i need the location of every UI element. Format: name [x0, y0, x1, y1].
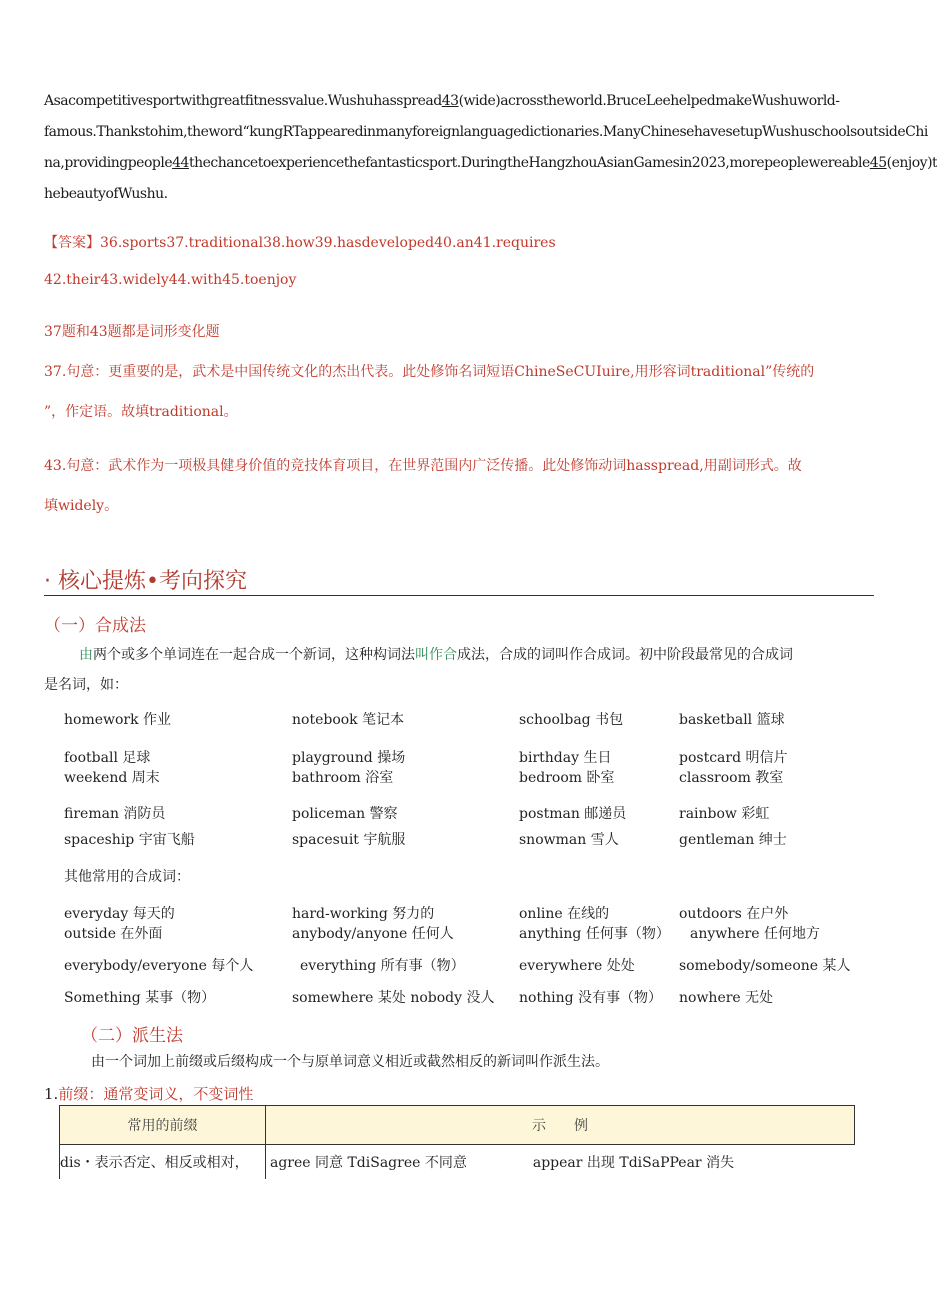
- intro-text: 两个或多个单词连在一起合成一个新词，这种构词法: [93, 647, 415, 663]
- prefix-heading: [44, 1083, 253, 1104]
- word-item: hard-working 努力的: [292, 906, 435, 922]
- subsection-compounding-title: （一）合成法: [44, 616, 146, 636]
- passage-text: na,providingpeople: [44, 155, 173, 171]
- passage-text: (enjoy)t: [886, 155, 937, 171]
- word-item: postcard 明信片: [679, 750, 788, 766]
- word-item: outside 在外面: [64, 926, 163, 942]
- passage-line: [44, 148, 937, 179]
- passage-text: (wide)acrosstheworld.BruceLeehelpedmakeWushuworld-: [458, 93, 840, 109]
- intro-text: 成法，合成的词叫作合成词。初中阶段最常见的合成词: [457, 647, 793, 663]
- section-title: · 核心提炼•考向探究: [44, 569, 247, 594]
- word-item: spaceship 宇宙飞船: [64, 832, 195, 848]
- blank-45: 45: [869, 155, 887, 171]
- note-37-line: ”，作定语。故填traditional。: [44, 404, 238, 420]
- word-item: playground 操场: [292, 750, 406, 766]
- table-header-row: [60, 1106, 855, 1145]
- word-item: spacesuit 宇航服: [292, 832, 406, 848]
- table-cell-examples: [266, 1145, 855, 1180]
- answer-line-2: 42.their43.widely44.with45.toenjoy: [44, 272, 297, 288]
- word-item: bathroom 浴室: [292, 770, 394, 786]
- note-37-line: 37.句意：更重要的是，武术是中国传统文化的杰出代表。此处修饰名词短语ChineSeCUIuire,用形容词traditional”传统的: [44, 364, 815, 380]
- word-item: postman 邮递员: [519, 806, 627, 822]
- word-item: football 足球: [64, 750, 151, 766]
- word-item: everyday 每天的: [64, 906, 175, 922]
- word-item: notebook 笔记本: [292, 712, 405, 728]
- blank-43: 43: [441, 93, 459, 109]
- word-item: anything 任何事（物）: [519, 926, 670, 942]
- word-item: anywhere 任何地方: [690, 926, 820, 942]
- note-43-line: 填widely。: [44, 498, 119, 514]
- word-item: nothing 没有事（物）: [519, 990, 662, 1006]
- word-item: weekend 周末: [64, 770, 160, 786]
- prefix-heading-num: 1.: [44, 1085, 59, 1103]
- word-item: basketball 篮球: [679, 712, 785, 728]
- passage-line: hebeautyofWushu.: [44, 186, 168, 202]
- word-item: classroom 教室: [679, 770, 784, 786]
- derivation-intro: 由一个词加上前缀或后缀构成一个与原单词意义相近或截然相反的新词叫作派生法。: [91, 1054, 609, 1070]
- word-item: Something 某事（物）: [64, 990, 216, 1006]
- answer-line-1: 【答案】36.sports37.traditional38.how39.hasdeveloped40.an41.requires: [44, 235, 556, 251]
- word-item: somebody/someone 某人: [679, 958, 851, 974]
- word-item: everything 所有事（物）: [300, 958, 465, 974]
- table-header-examples: 示 例: [266, 1106, 855, 1145]
- word-item: policeman 警察: [292, 806, 398, 822]
- word-item: nowhere 无处: [679, 990, 774, 1006]
- blank-44: 44: [172, 155, 189, 171]
- compounding-intro-line2: 是名词，如：: [44, 677, 128, 693]
- prefix-table: [59, 1105, 855, 1179]
- word-item: rainbow 彩虹: [679, 806, 770, 822]
- passage-text: thechancetoexperiencethefantasticsport.DuringtheHangzhouAsianGamesin2023,morepeoplewereable: [188, 155, 870, 171]
- word-item: everywhere 处处: [519, 958, 635, 974]
- example-item: appear 出现 TdiSaPPear 消失: [532, 1155, 735, 1171]
- note-37: [44, 352, 876, 432]
- prefix-heading-text: 前缀：通常变词义，不变词性: [58, 1085, 254, 1103]
- note-43: [44, 446, 876, 526]
- word-item: online 在线的: [519, 906, 610, 922]
- compounding-intro: [79, 640, 793, 670]
- word-item: bedroom 卧室: [519, 770, 615, 786]
- intro-text: 由: [79, 647, 93, 663]
- passage-line: [44, 86, 876, 117]
- table-header-prefix: 常用的前缀: [60, 1106, 266, 1145]
- table-row: [60, 1145, 855, 1180]
- word-item: outdoors 在户外: [679, 906, 789, 922]
- note-43-line: 43.句意：武术作为一项极具健身价值的竞技体育项目，在世界范围内广泛传播。此处修饰动词hasspread,用副词形式。故: [44, 458, 802, 474]
- word-item: fireman 消防员: [64, 806, 166, 822]
- reading-passage: [44, 86, 937, 210]
- word-item: schoolbag 书包: [519, 712, 624, 728]
- word-item: homework 作业: [64, 712, 172, 728]
- notes-heading: 37题和43题都是词形变化题: [44, 324, 220, 340]
- word-item: somewhere 某处 nobody 没人: [292, 990, 495, 1006]
- subsection-derivation-title: （二）派生法: [81, 1026, 183, 1046]
- section-divider: [44, 595, 874, 596]
- example-item: agree 同意 TdiSagree 不同意: [270, 1155, 467, 1171]
- word-item: everybody/everyone 每个人: [64, 958, 254, 974]
- word-item: birthday 生日: [519, 750, 612, 766]
- other-compounds-label: 其他常用的合成词：: [64, 869, 190, 885]
- word-item: snowman 雪人: [519, 832, 619, 848]
- word-item: anybody/anyone 任何人: [292, 926, 454, 942]
- word-item: gentleman 绅士: [679, 832, 787, 848]
- passage-text: Asacompetitivesportwithgreatfitnessvalue.Wushuhasspread: [44, 93, 442, 109]
- passage-line: famous.Thankstohim,theword“kungRTappearedinmanyforeignlanguagedictionaries.ManyChinesehavesetupWushuschoolsoutsideChi: [44, 124, 928, 140]
- table-cell-prefix: dis・表示否定、相反或相对，: [60, 1145, 266, 1180]
- intro-text: 叫作合: [415, 647, 457, 663]
